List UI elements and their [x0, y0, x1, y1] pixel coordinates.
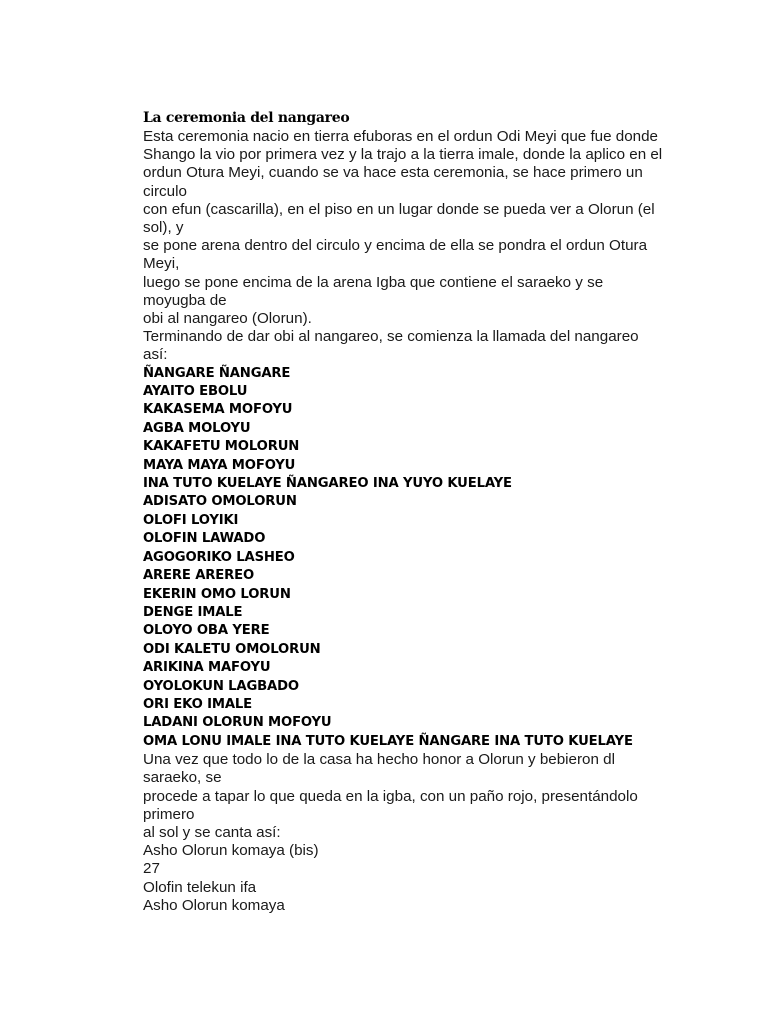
chant-line: MAYA MAYA MOFOYU	[143, 457, 296, 473]
chant-line: ARERE AREREO	[143, 568, 255, 584]
chant-line: OYOLOKUN LAGBADO	[143, 678, 299, 694]
chant-line: OLOYO OBA YERE	[143, 623, 270, 639]
chant-line: OMA LONU IMALE INA TUTO KUELAYE ÑANGARE INA TUTO KUELAYE	[143, 733, 633, 749]
document-page	[143, 108, 703, 915]
song-line: Asho Olorun komaya	[143, 896, 285, 914]
chant-line: OLOFI LOYIKI	[143, 512, 239, 528]
chant-line: ARIKINA MAFOYU	[143, 660, 271, 676]
chant-line: ODI KALETU OMOLORUN	[143, 641, 321, 657]
chant-line: LADANI OLORUN MOFOYU	[143, 715, 332, 731]
chant-list	[143, 365, 703, 752]
chant-line: INA TUTO KUELAYE ÑANGAREO INA YUYO KUELAYE	[143, 476, 512, 492]
document-title: La ceremonia del nangareo	[143, 110, 350, 126]
chant-line: OLOFIN LAWADO	[143, 531, 266, 547]
song-line: Olofin telekun ifa	[143, 878, 257, 896]
song-line: Asho Olorun komaya (bis)	[143, 842, 319, 860]
chant-line: AGOGORIKO LASHEO	[143, 549, 295, 565]
intro-paragraph: Esta ceremonia nacio en tierra efuboras en el ordun Odi Meyi que fue donde Shango la vio por primera vez y la trajo a la tierra imale, donde la aplico en el ordun Otura Meyi, cuando se va hace esta ceremonia, se hace primero un circulo con efun (cascarilla), en el piso en un lugar donde se pueda ver a Olorun (el sol), y se pone arena dentro del circulo y encima de ella se pondra el ordun Otura Meyi, luego se pone encima de la arena Igba que contiene el saraeko y se moyugba de obi al nangareo (Olorun). Terminando de dar obi al nangareo, se comienza la llamada del nangareo así:	[143, 128, 663, 364]
chant-line: AYAITO EBOLU	[143, 384, 248, 400]
chant-line: ÑANGARE ÑANGARE	[143, 365, 291, 381]
chant-line: KAKASEMA MOFOYU	[143, 402, 293, 418]
chant-line: ADISATO OMOLORUN	[143, 494, 297, 510]
chant-line: ORI EKO IMALE	[143, 696, 252, 712]
closing-paragraph: Una vez que todo lo de la casa ha hecho honor a Olorun y bebieron dl saraeko, se procede a tapar lo que queda en la igba, con un paño rojo, presentándolo primero al sol y se canta así:	[143, 751, 638, 841]
chant-line: AGBA MOLOYU	[143, 420, 251, 436]
chant-line: DENGE IMALE	[143, 604, 243, 620]
chant-line: EKERIN OMO LORUN	[143, 586, 291, 602]
song-list	[143, 842, 703, 915]
chant-line: KAKAFETU MOLORUN	[143, 439, 300, 455]
song-line: 27	[143, 860, 160, 878]
